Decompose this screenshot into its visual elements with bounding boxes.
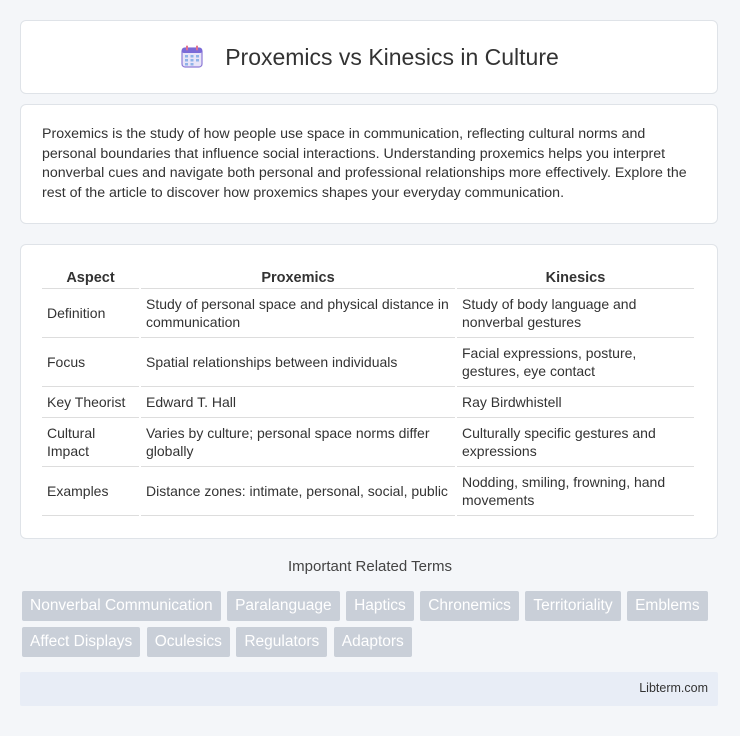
row-kinesics: Culturally specific gestures and expressions: [457, 418, 694, 467]
row-proxemics: Varies by culture; personal space norms differ globally: [141, 418, 455, 467]
calendar-icon: [179, 44, 205, 70]
row-kinesics: Nodding, smiling, frowning, hand movements: [457, 467, 694, 516]
row-kinesics: Ray Birdwhistell: [457, 387, 694, 418]
table-row: [42, 418, 694, 467]
tag-paralanguage[interactable]: Paralanguage: [227, 591, 340, 621]
table-header-row: [42, 265, 694, 289]
table-row: [42, 289, 694, 338]
tag-affect-displays[interactable]: Affect Displays: [22, 627, 140, 657]
table-row: [42, 338, 694, 387]
tag-territoriality[interactable]: Territoriality: [525, 591, 620, 621]
row-aspect: Cultural Impact: [42, 418, 139, 467]
header-proxemics: Proxemics: [141, 265, 455, 289]
header-aspect: Aspect: [42, 265, 139, 289]
tag-regulators[interactable]: Regulators: [236, 627, 327, 657]
row-proxemics: Spatial relationships between individuals: [141, 338, 455, 387]
table-row: [42, 467, 694, 516]
footer-site-link[interactable]: Libterm.com: [639, 681, 708, 695]
row-aspect: Key Theorist: [42, 387, 139, 418]
row-kinesics: Facial expressions, posture, gestures, eye contact: [457, 338, 694, 387]
row-aspect: Definition: [42, 289, 139, 338]
intro-card: [20, 104, 718, 224]
comparison-table-card: [20, 244, 718, 539]
row-proxemics: Distance zones: intimate, personal, social, public: [141, 467, 455, 516]
page-title: Proxemics vs Kinesics in Culture: [225, 43, 559, 70]
row-aspect: Examples: [42, 467, 139, 516]
tag-chronemics[interactable]: Chronemics: [420, 591, 519, 621]
tag-nonverbal-communication[interactable]: Nonverbal Communication: [22, 591, 221, 621]
table-row: [42, 387, 694, 418]
header-card: [20, 20, 718, 94]
related-terms-heading: Important Related Terms: [288, 558, 452, 575]
footer: [20, 672, 718, 706]
intro-text: Proxemics is the study of how people use space in communication, reflecting cultural norms and personal boundaries that influence social interactions. Understanding proxemics helps you interpret nonverbal cues and navigate both personal and professional relationships more effectively. Explore the rest of the article to discover how proxemics shapes your everyday communication.: [42, 126, 687, 201]
tag-oculesics[interactable]: Oculesics: [147, 627, 230, 657]
tag-adaptors[interactable]: Adaptors: [334, 627, 412, 657]
tag-haptics[interactable]: Haptics: [346, 591, 414, 621]
row-proxemics: Study of personal space and physical distance in communication: [141, 289, 455, 338]
row-kinesics: Study of body language and nonverbal gestures: [457, 289, 694, 338]
comparison-table: [40, 265, 696, 516]
header-kinesics: Kinesics: [457, 265, 694, 289]
related-terms-tags: [22, 591, 722, 663]
tag-emblems[interactable]: Emblems: [627, 591, 708, 621]
row-proxemics: Edward T. Hall: [141, 387, 455, 418]
row-aspect: Focus: [42, 338, 139, 387]
